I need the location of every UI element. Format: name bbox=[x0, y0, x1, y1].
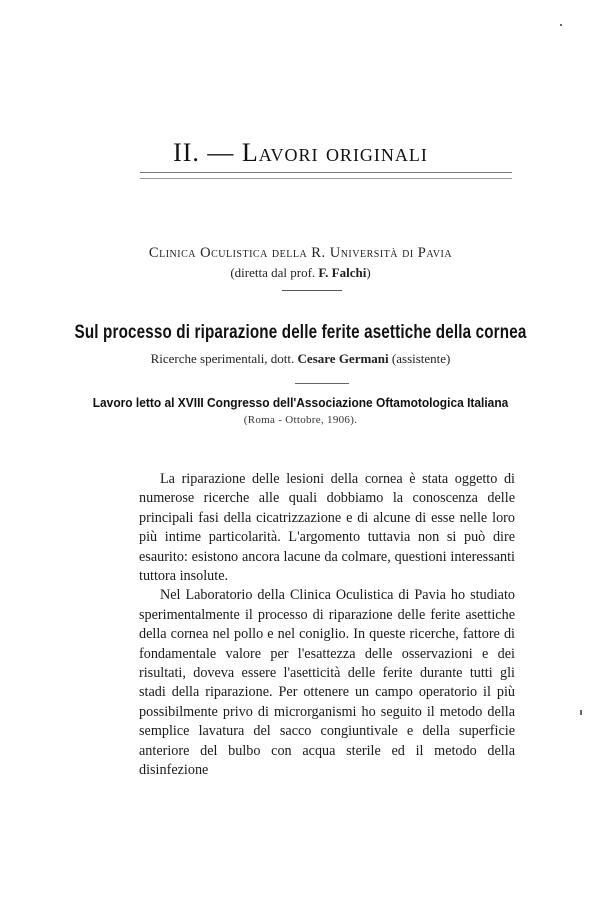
body-paragraph: La riparazione delle lesioni della cornea è stata oggetto di numerose ricerche alle quali dobbiamo la conoscenza delle principali fasi della cicatrizzazione e di alcune di esse nelle loro più intime particolarità. L'argomento tuttavia non si può dire esaurito: esistono ancora lacune da colmare, questioni interessanti tuttora insolute. bbox=[139, 471, 515, 585]
separator-rule bbox=[282, 290, 342, 291]
author-name: Cesare Germani bbox=[297, 351, 389, 366]
direction-suffix: ) bbox=[366, 265, 371, 280]
scan-mark bbox=[580, 710, 582, 715]
subtitle-prefix: Ricerche sperimentali, dott. bbox=[150, 351, 295, 366]
scan-mark bbox=[560, 24, 562, 26]
heading-double-rule bbox=[140, 172, 512, 179]
section-heading: II. — Lavori originali bbox=[173, 138, 428, 167]
body-text bbox=[139, 470, 515, 781]
subtitle-suffix: (assistente) bbox=[391, 351, 451, 366]
congress-note: Lavoro letto al XVIII Congresso dell'Associazione Oftamotologica Italiana bbox=[92, 395, 509, 410]
congress-date: (Roma - Ottobre, 1906). bbox=[243, 414, 358, 426]
article-title: Sul processo di riparazione delle ferite asettiche della cornea bbox=[74, 322, 527, 343]
direction-line bbox=[0, 265, 601, 281]
institution-line: Clinica Oculistica della R. Università di Pavia bbox=[148, 245, 453, 261]
direction-prefix: (diretta dal prof. bbox=[230, 265, 316, 280]
body-paragraph: Nel Laboratorio della Clinica Oculistica di Pavia ho studiato sperimentalmente il processo di riparazione delle ferite asettiche della cornea nel pollo e nel coniglio. In queste ricerche, fattore di fondamentale valore per l'esattezza delle osservazioni e dei risultati, doveva essere l'asetticità delle ferite durante tutti gli stadi della riparazione. Per ottenere un campo operatorio il più possibilmente privo di microrganismi ho seguito il metodo della semplice lavatura del sacco congiuntivale e della superficie anteriore del bulbo con acqua sterile ed il metodo della disinfezione bbox=[139, 587, 515, 779]
separator-rule bbox=[295, 383, 349, 384]
director-name: F. Falchi bbox=[318, 265, 367, 280]
article-subtitle bbox=[0, 351, 601, 367]
